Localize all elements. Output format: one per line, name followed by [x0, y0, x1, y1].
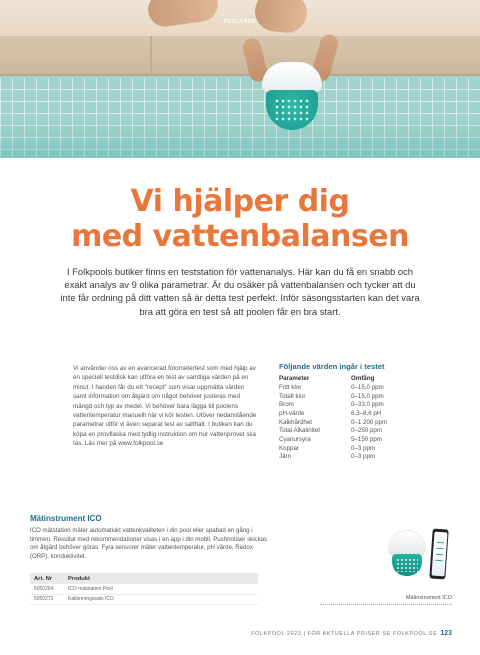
intro-paragraph: I Folkpools butiker finns en teststation för vattenanalys. Här kan du få en snabb och exakt analys av 9 olika parametrar. Är du osäker på vattenbalansen och tycker att du inte får ordning på ditt vatten så är detta test perfekt. Inför säsongsstarten kan det vara bra att göra en test så att poolen får en bra start.	[60, 266, 420, 317]
article-header-row	[30, 573, 258, 584]
param-range: 0–3 ppm	[351, 453, 376, 461]
param-name: Total Alkalinitet	[279, 427, 320, 435]
param-range: 0–15,0 ppm	[351, 383, 384, 391]
page-footer	[251, 630, 452, 637]
param-name: Järn	[279, 453, 292, 461]
hero-photo	[0, 0, 480, 158]
values-table	[279, 374, 409, 461]
product-caption: Mätinstrument ICO	[405, 595, 452, 601]
param-range: 0–1 200 ppm	[351, 418, 388, 426]
param-range: 0–33,0 ppm	[351, 401, 384, 409]
footer-text: FOLKPOOL 2023 | FÖR AKTUELLA PRISER SE FOLKPOOL.SE	[251, 631, 438, 637]
table-row	[279, 453, 409, 462]
table-row	[279, 392, 409, 401]
caption-divider	[320, 604, 452, 605]
ico-product-image	[385, 527, 455, 587]
table-row	[279, 418, 409, 427]
values-section	[279, 362, 419, 461]
col-header-range: Omfång	[351, 375, 375, 382]
param-name: Totalt klor	[279, 392, 306, 400]
values-heading: Följande värden ingår i testet	[279, 362, 385, 371]
ico-section	[30, 514, 270, 562]
ico-device-photo	[262, 62, 322, 132]
param-range: 5–150 ppm	[351, 435, 382, 443]
pool-water	[0, 120, 480, 158]
table-row	[279, 426, 409, 435]
values-header-row	[279, 374, 409, 383]
table-row	[279, 383, 409, 392]
article-table	[30, 573, 258, 605]
col-header-art-nr: Art. Nr	[30, 573, 64, 584]
page-number: 123	[440, 630, 452, 637]
table-row	[30, 584, 258, 594]
body-paragraph: Vi använder oss av en avancerad fotometertest som med hjälp av en speciell testdisk kan utföra en test av samtliga värden på en minut. I handen får du ett "recept" som visar uppmätta värden samt information om åtgärd om något behöver justeras med mängd och typ av medel. Vi behöver bara lägga till poolens vattentemperatur manuellt när vi kör testen. Utöver nedanstående parametrar utför vi även separat test av salthalt. I butiken kan du köpa en provflaska med tydlig instruktion om hur vattenprovet ska tas. Läs mer på www.folkpool.se	[73, 365, 257, 448]
param-name: Koppar	[279, 444, 299, 452]
art-nr: 5050271	[30, 594, 64, 604]
col-header-parameter: Parameter	[279, 375, 310, 382]
table-row	[279, 444, 409, 453]
coping-joint	[150, 36, 152, 76]
product-name: ICO mätstation Pool	[64, 584, 258, 594]
ico-heading: Mätinstrument ICO	[30, 514, 102, 523]
page-title-line1: Vi hjälper dig	[130, 184, 350, 219]
phone-app-image	[429, 529, 448, 580]
param-range: 6,3–8,6 pH	[351, 409, 382, 417]
page-title-line2: med vattenbalansen	[71, 219, 409, 254]
param-name: Cyanursyra	[279, 435, 311, 443]
param-range: 0–15,0 ppm	[351, 392, 384, 400]
param-range: 0–250 ppm	[351, 427, 382, 435]
param-range: 0–3 ppm	[351, 444, 376, 452]
table-row	[30, 594, 258, 604]
col-header-product: Produkt	[64, 573, 258, 584]
param-name: Kalkhårdhet	[279, 418, 313, 426]
art-nr: 5050264	[30, 584, 64, 594]
param-name: Fritt klor	[279, 383, 302, 391]
param-name: Brom	[279, 401, 294, 409]
table-row	[279, 409, 409, 418]
product-name: Kalibreringssats ICO	[64, 594, 258, 604]
ico-description: ICO mätstation mäter automatiskt vattenkvaliteten i din pool eller spabad en gång i timmen. Resultat med rekommendationer visas i en app i din mobil. Pushnotiser skickas om åtgärd behöver göras. Fyra sensorer mäter vattentemperatur, pH värde, Redox (ORP), konduktivitet.	[30, 527, 268, 561]
param-name: pH-värde	[279, 409, 305, 417]
pool-coping	[0, 36, 480, 76]
section-tag: POOLVÅRD	[223, 19, 257, 25]
table-row	[279, 435, 409, 444]
table-row	[279, 400, 409, 409]
